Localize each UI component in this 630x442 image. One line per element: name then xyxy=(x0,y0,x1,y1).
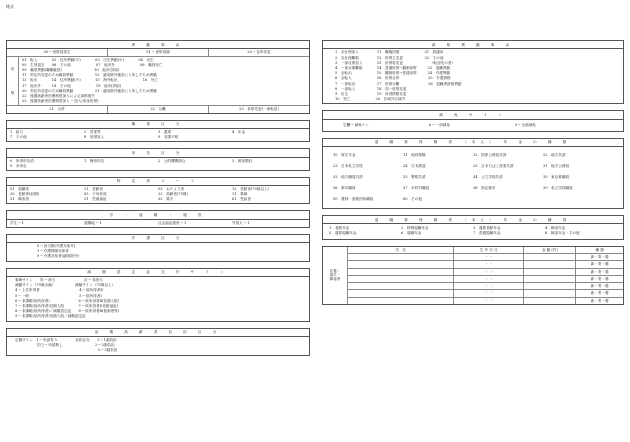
tokutei-item: 52 寡夫 xyxy=(158,197,174,202)
shikaku-line: 10 死亡 20 区域外区域外 xyxy=(335,97,406,102)
koukai-line: 9 ─ 非課税(低所得者)長期入院／減額認定証 xyxy=(15,314,86,319)
nenkin-shurui-item: 33 警察共済 xyxy=(403,175,426,180)
shikaku-lines xyxy=(323,49,623,103)
shokugyo-item: 3 農業 xyxy=(158,130,172,135)
kaigo-item: 9 ─ 介護対象者(適用除外) xyxy=(37,254,79,259)
right-column xyxy=(322,40,624,311)
shokugyo-item: 8 世帯収入 xyxy=(84,135,105,140)
genmen-items xyxy=(323,120,623,131)
type-cell[interactable]: 新・寄・勝 xyxy=(590,269,609,274)
shikaku-line: 7 一部転出 17 世帯分離 26 退職者資格異動 xyxy=(335,81,462,86)
ido-subheader: 20 ─ 住所変更 xyxy=(247,50,271,55)
genmen-item: 空欄 ─ 減免ナシ xyxy=(343,122,369,127)
shokugyo-title: 職 業 区 分 xyxy=(7,121,309,129)
nenkin-shubetsu-title: 退 職 被 保 険 者 （本人） 年 金 の 種 別 xyxy=(323,216,623,224)
gakusei-item: 遠隔地 ─ 1 xyxy=(84,220,102,225)
genmen-item: 6 ─ 一部減免 xyxy=(428,122,450,127)
side-char: 世 xyxy=(10,66,15,71)
shikaku-line: 6 全転入 16 世帯合併 25 介護資格 xyxy=(335,76,451,81)
nenkin-shurui-item: 22 地方共済 xyxy=(543,153,566,158)
ido-line: 22 後期高齢者医療制度加入による資格喪失 xyxy=(22,94,95,99)
ido-subheader: 51 ─ 世帯消滅 xyxy=(108,49,209,55)
koukai-line: 事務サイン ㊒ ─ 該当 否 ─ 非該当 xyxy=(15,278,103,282)
ido-line: 23 後期高齢者医療制度加入 ─ 加入(単身世帯) xyxy=(22,99,99,104)
shinkoku-item: 0 所得申告済 xyxy=(10,158,34,163)
shinkoku-item: 1 簡易申告 xyxy=(84,158,105,163)
nenkin-shurui-item: 60 その他 xyxy=(403,197,422,202)
left-column xyxy=(6,40,310,362)
gakusei-item: 学生 ─ 1 xyxy=(10,220,24,225)
ido-footer: 21 合併 xyxy=(7,106,108,112)
column-header: 種 類 xyxy=(595,247,604,252)
koukai-lines xyxy=(7,277,309,321)
fuyo-table xyxy=(322,246,624,306)
ido-footer: 23 世帯変更(一部転居) xyxy=(239,107,279,112)
genmen-section xyxy=(322,110,624,131)
amount-cell[interactable] xyxy=(524,283,576,289)
shikaku-section xyxy=(322,40,624,104)
nenkin-shubetsu-item: 6 退職年金 xyxy=(401,231,422,236)
amount-cell[interactable] xyxy=(524,290,576,296)
amount-cell[interactable] xyxy=(524,269,576,275)
fuyo-side-text: 扶養・ xyxy=(329,268,341,273)
tokutei-item: 12 老齢者(70歳以上) xyxy=(232,187,270,192)
gakusei-item: 外国人 ─ 1 xyxy=(232,220,250,225)
shinkoku-title: 申 告 区 分 xyxy=(7,149,309,157)
shokugyo-item: 7 その他 xyxy=(10,135,27,140)
tokutei-item: 03 おたより者 xyxy=(158,187,185,192)
nenkin-shubetsu-section xyxy=(322,215,624,240)
tokutei-item: 51 児童福祉 xyxy=(84,197,107,202)
kourei-line: 定額サイン 1 ─ 申請有り 負担区分 1 ─ 1割負担 xyxy=(15,337,117,342)
column-header: 生 年 月 日 xyxy=(454,247,524,253)
ido-line: 13 転出 14 住所異動(※) 15 海外転出 16 死亡 xyxy=(22,78,159,83)
kaigo-section xyxy=(6,234,310,262)
amount-cell[interactable] xyxy=(524,254,576,260)
name-cell[interactable] xyxy=(348,254,454,260)
nenkin-shurui-item: 11 船員保険 xyxy=(403,153,426,158)
kaigo-item: 0 ─ 該当無(介護対象外) xyxy=(37,244,76,249)
nenkin-shubetsu-item: 3 通算老齢年金 xyxy=(473,226,501,231)
nenkin-shurui-item: 37 市町村職員 xyxy=(403,186,430,191)
tokutei-item: 20 老齢者(前期) xyxy=(10,192,39,197)
shikaku-line: 1 全社保加入 11 職権回復 21 続適用 xyxy=(335,50,444,55)
tokutei-title: 特 定 者 コ ー ド xyxy=(7,178,309,186)
table-row xyxy=(348,276,623,283)
koukai-title: 減 額 認 定 証 交 付 サ イ ン xyxy=(7,269,309,277)
birthdate-cell[interactable]: ・ ・ xyxy=(454,254,524,260)
shokugyo-item: 4 年金 xyxy=(232,130,246,135)
tokutei-section xyxy=(6,177,310,205)
ido-line: 11 ㊒住所変更のため職員異動 12 適用除外施設に入所したため異動 xyxy=(22,73,157,78)
nenkin-shurui-title: 退 職 被 保 険 者 （本人） 年 金 の 種 類 xyxy=(323,139,623,147)
ido-side-label xyxy=(7,57,19,106)
shikaku-title: 資 格 異 動 事 由 xyxy=(323,41,623,49)
name-cell[interactable] xyxy=(348,290,454,296)
kourei-lines xyxy=(7,337,309,355)
nenkin-shubetsu-item: 4 障害年金 xyxy=(545,226,566,231)
shinkoku-section xyxy=(6,148,310,171)
fuyo-table-body xyxy=(323,247,623,305)
shikaku-line: 8 一部転入 18 同一世帯変更 xyxy=(335,86,407,91)
ido-subheader: 50 ─ 世帯員発生 xyxy=(7,49,108,55)
ido-section xyxy=(6,40,310,114)
gakusei-title: 学 ・ 遠 隔 ・ 施 設 xyxy=(7,211,309,219)
table-header-row xyxy=(348,247,623,254)
type-cell[interactable]: 新・寄・勝 xyxy=(590,254,609,259)
kourei-line: 3 ─ 3割負担 xyxy=(15,348,118,353)
type-cell[interactable]: 新・寄・勝 xyxy=(590,276,609,281)
name-cell[interactable] xyxy=(348,298,454,304)
shikaku-line: 5 全転出 15 擬制世帯→普通世帯 24 介護異動 xyxy=(335,71,451,76)
tokutei-item: 01 退職者 xyxy=(10,187,29,192)
nenkin-shubetsu-item: 1 老齢年金 xyxy=(329,226,350,231)
type-cell[interactable]: 新・寄・勝 xyxy=(590,298,609,303)
koukai-line: 6 ─ 非課税(低所得者) 6 ─ 低所得者Ⅱ(長期入院) xyxy=(15,298,120,303)
kaigo-item: 1 ─ 介護保険対象者 xyxy=(37,249,69,254)
nenkin-shurui-item: 23 日本私立学校 xyxy=(333,164,363,169)
table-row xyxy=(348,283,623,290)
shinkoku-item: 3 源泉徴収 xyxy=(232,158,253,163)
ido-footer: 22 分離 xyxy=(108,106,209,112)
birthdate-cell[interactable]: ・ ・ xyxy=(454,290,524,296)
nenkin-shubetsu-item: 7 普通退職年金 xyxy=(473,231,501,236)
ido-line: 17 他市外 18 その他 19 他市(昇給) xyxy=(22,83,122,88)
type-cell[interactable]: 新・寄・勝 xyxy=(590,291,609,296)
name-cell[interactable] xyxy=(348,269,454,275)
birthdate-cell[interactable]: ・ ・ xyxy=(454,283,524,289)
tokutei-item: 05 子母家庭 xyxy=(84,192,107,197)
ido-lines xyxy=(19,57,309,106)
tokutei-items xyxy=(7,186,309,203)
shokugyo-item: 1 給与 xyxy=(10,130,24,135)
shokugyo-items xyxy=(7,129,309,141)
birthdate-cell[interactable]: ・ ・ xyxy=(454,261,524,267)
nenkin-shurui-items xyxy=(323,147,623,208)
shinkoku-items xyxy=(7,158,309,170)
birthdate-cell[interactable]: ・ ・ xyxy=(454,276,524,282)
table-row xyxy=(348,261,623,268)
nenkin-shurui-item: 12 国家公務員共済 xyxy=(473,153,507,158)
nenkin-shubetsu-item: 8 障害年金・その他 xyxy=(545,231,580,236)
ido-line: 01 転入 02 住所異動(※) 03 出生異動(※) 04 出生 xyxy=(22,57,154,62)
shokugyo-section xyxy=(6,120,310,143)
ido-title: 異 動 事 由 xyxy=(7,41,309,49)
fuyo-side-text: 寡夫・ xyxy=(329,273,341,278)
genmen-title: 減 免 サ イ ン xyxy=(323,111,623,119)
shikaku-line: 9 出生 19 所得情報変更 xyxy=(335,91,407,96)
ido-footer-row xyxy=(7,105,309,112)
nenkin-shurui-item: 39 私立学校職員 xyxy=(543,186,573,191)
nenkin-shurui-item: 50 農林・漁業団体職員 xyxy=(333,197,374,202)
tokutei-item: 31 障害者 xyxy=(10,197,29,202)
gakusei-item: 社会福祉施設 ─ 1 xyxy=(158,220,187,225)
shinkoku-item: 9 未申告 xyxy=(10,163,27,168)
side-char: 帯 xyxy=(10,91,15,96)
nenkin-shurui-item: 36 都市職員 xyxy=(333,186,356,191)
koukai-line: 7 ─ 非課税(低所得者)長期入院 7 ─ 低所得者Ⅰ(老齢福祉) xyxy=(15,304,119,309)
kourei-line: 空白 ─ 申請無し 2 ─ 2割負担 xyxy=(15,343,115,348)
shikaku-line: 2 全社保離脱 12 世帯主変更 22 その他 xyxy=(335,55,444,60)
gakusei-section xyxy=(6,210,310,227)
nenkin-shurui-item: 34 公立学校共済 xyxy=(473,175,503,180)
ido-body xyxy=(7,57,309,106)
koukai-section xyxy=(6,268,310,322)
nenkin-shurui-item: 38 指定都市 xyxy=(473,186,496,191)
table-row xyxy=(348,290,623,297)
nenkin-shurui-section xyxy=(322,138,624,209)
table-row xyxy=(348,254,623,261)
name-cell[interactable] xyxy=(348,283,454,289)
column-header: 氏 名 xyxy=(348,247,454,253)
nenkin-shurui-item: 32 地方職員共済 xyxy=(333,175,363,180)
amount-cell[interactable] xyxy=(524,298,576,304)
name-cell[interactable] xyxy=(348,276,454,282)
nenkin-shubetsu-item: 2 特例退職年金 xyxy=(401,226,429,231)
page-label: 様式 xyxy=(6,4,14,9)
gakusei-items xyxy=(7,220,309,227)
nenkin-shurui-item: 24 日本鉄道 xyxy=(403,164,426,169)
amount-cell[interactable] xyxy=(524,261,576,267)
kaigo-title: 介 護 区 分 xyxy=(7,235,309,243)
shikaku-line: 4 一部社保離脱 14 普通世帯→擬制世帯 23 退職異動 xyxy=(335,65,451,70)
koukai-line: 8 ─ 非課税(低所得者)／減額認定証 8 ─ 低所得者Ⅱ(他制度等) xyxy=(15,309,120,314)
nenkin-shurui-item: 25 日本たばこ産業共済 xyxy=(473,164,514,169)
table-row xyxy=(348,269,623,276)
amount-cell[interactable] xyxy=(524,276,576,282)
birthdate-cell[interactable]: ・ ・ xyxy=(454,298,524,304)
fuyo-side-label xyxy=(323,247,348,305)
genmen-item: 9 ─ 全部減免 xyxy=(514,122,536,127)
nenkin-shubetsu-item: 5 通算退職年金 xyxy=(329,231,357,236)
koukai-line: 減額サイン（70歳未満） 減額サイン（70歳以上） xyxy=(15,283,116,288)
kourei-title: 前 期 高 齢 者 負 担 区 分 xyxy=(7,329,309,337)
ido-subheader-row xyxy=(7,49,309,56)
type-cell[interactable]: 新・寄・勝 xyxy=(590,284,609,289)
tokutei-item: 61 受給者 xyxy=(232,197,251,202)
type-cell[interactable]: 新・寄・勝 xyxy=(590,262,609,267)
name-cell[interactable] xyxy=(348,261,454,267)
ido-line: 20 ㊒住所変更のため職員異動 21 適用除外施設に入所したため異動 xyxy=(22,88,157,93)
nenkin-shubetsu-items xyxy=(323,224,623,238)
koukai-line: 4 ─ 上位所得者 4 ─ 低所得者Ⅱ xyxy=(15,288,103,293)
column-header: 金 額 (円) xyxy=(524,247,576,253)
kourei-section xyxy=(6,328,310,356)
kaigo-items xyxy=(7,243,309,261)
tokutei-item: 11 寡婦 xyxy=(232,192,248,197)
koukai-line: 5 ─ 一般 5 ─ 低所得者Ⅰ xyxy=(15,293,102,298)
nenkin-shurui-item: 10 厚生年金 xyxy=(333,153,356,158)
shokugyo-item: 9 非課不明 xyxy=(158,135,179,140)
nenkin-shurui-item: 35 東京都職員 xyxy=(543,175,570,180)
tokutei-item: 21 老齢者 xyxy=(84,187,103,192)
birthdate-cell[interactable]: ・ ・ xyxy=(454,269,524,275)
fuyo-side-text: 障害者 xyxy=(329,277,341,282)
nenkin-shurui-item: 31 地方公務員 xyxy=(543,164,570,169)
ido-line: 09 職業異動(職種確認) 10 他市(昇給) xyxy=(22,68,120,73)
shinkoku-item: 2 公的機関照合 xyxy=(158,158,186,163)
tokutei-item: 23 高齢者(70歳) xyxy=(158,192,188,197)
table-row xyxy=(348,298,623,304)
shikaku-line: 3 一部社保加入 13 世帯員変更 （転居先の者） xyxy=(335,60,456,65)
fuyo-table-grid xyxy=(348,247,623,305)
shokugyo-item: 2 営業等 xyxy=(84,130,101,135)
ido-line: 05 生別退去 06 その他 07 他市外 08 職員死亡 xyxy=(22,62,163,67)
